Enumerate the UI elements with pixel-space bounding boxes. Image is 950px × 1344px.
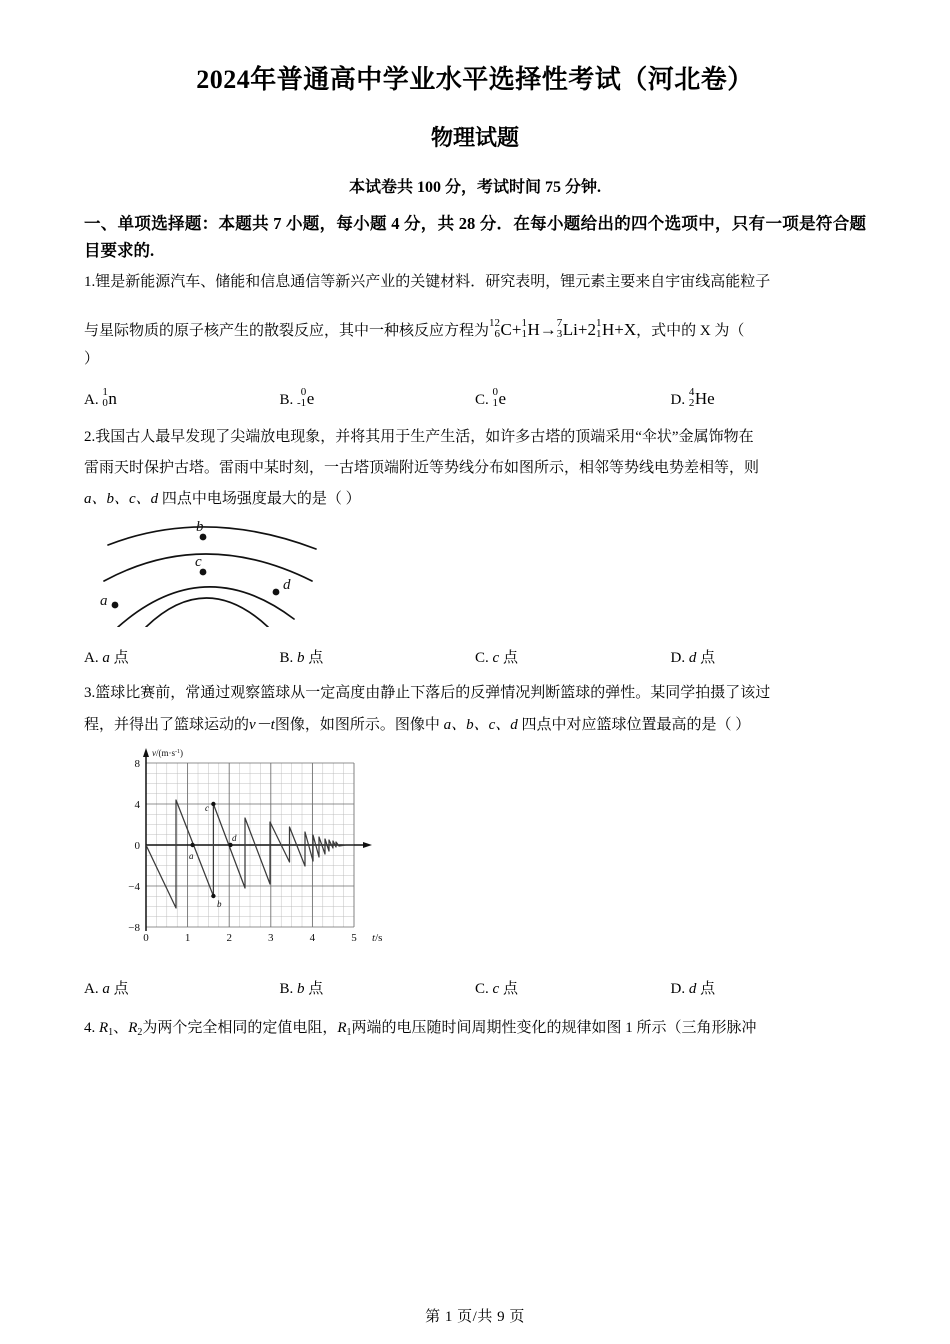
y-tick-labels bbox=[128, 758, 140, 934]
equipotential-lines-figure bbox=[84, 511, 866, 632]
equation-plus-2: + bbox=[577, 319, 588, 339]
equation-plus-1: + bbox=[511, 319, 522, 339]
svg-text:0: 0 bbox=[143, 932, 149, 945]
basketball-velocity-time-graph bbox=[84, 737, 866, 965]
svg-text:5: 5 bbox=[351, 932, 357, 945]
x-tick-labels bbox=[143, 932, 357, 944]
point-d-marker bbox=[273, 589, 280, 596]
chart-point-b bbox=[211, 894, 215, 898]
question-2-options bbox=[84, 632, 866, 667]
resistor-r2-symbol: R bbox=[128, 1020, 138, 1037]
question-4-text-tail: 两端的电压随时间周期性变化的规律如图 1 所示（三角形脉冲 bbox=[351, 1020, 757, 1037]
chart-point-c bbox=[211, 802, 215, 806]
point-b-label: b bbox=[196, 519, 204, 536]
unknown-particle-symbol: X bbox=[623, 319, 637, 339]
chart-point-d bbox=[228, 843, 232, 847]
chart-label-d: d bbox=[232, 833, 237, 844]
option-c-indices: 0 1 bbox=[492, 386, 499, 410]
nuclear-reaction-equation bbox=[489, 317, 637, 341]
question-2-line-3-tail: 四点中电场强度最大的是（ ） bbox=[158, 491, 361, 508]
velocity-time-chart-svg bbox=[104, 745, 394, 960]
svg-text:2: 2 bbox=[226, 932, 232, 945]
question-2-line-2: 雷雨天时保护古塔。雷雨中某时刻，一古塔顶端附近等势线分布如图所示，相邻等势线电势差相等，则 bbox=[84, 460, 760, 477]
question-3-options bbox=[84, 965, 866, 998]
question-1-options bbox=[84, 371, 866, 409]
svg-text:−4: −4 bbox=[128, 881, 140, 894]
question-2-point-list: a、b、c、d bbox=[84, 491, 159, 508]
question-3-text-mid: 图像，如图所示。图像中 bbox=[274, 717, 444, 734]
question-3-option-d[interactable]: D. d 点 bbox=[670, 981, 716, 998]
question-3-point-list: a、b、c、d bbox=[443, 717, 518, 734]
question-3-text-post: 四点中对应篮球位置最高的是（ ） bbox=[517, 717, 751, 734]
svg-text:−8: −8 bbox=[128, 922, 140, 935]
question-2-option-c[interactable]: C. c 点 bbox=[475, 650, 518, 667]
equipotential-arc-1 bbox=[146, 598, 268, 627]
point-d-label: d bbox=[283, 577, 291, 594]
question-3 bbox=[84, 667, 866, 998]
question-3-line-1: 3.篮球比赛前，常通过观察篮球从一定高度由静止下落后的反弹情况判断篮球的弹性。某同学拍摄了该过 bbox=[84, 685, 771, 702]
question-2-option-d[interactable]: D. d 点 bbox=[670, 650, 716, 667]
question-4-line-1: 4. $R_1$、$R_2$为两个完全相同的定值电阻，$R_1$两端的电压随时间周期性变化的规律如图 1 所示（三角形脉冲 bbox=[84, 1020, 757, 1039]
equipotential-arc-3 bbox=[104, 554, 312, 581]
svg-text:8: 8 bbox=[134, 758, 140, 771]
hydrogen-symbol-2: H bbox=[601, 319, 615, 339]
question-2-option-b[interactable]: B. b 点 bbox=[279, 650, 324, 667]
equation-coefficient: 2 bbox=[587, 319, 596, 339]
x-axis-arrow bbox=[363, 842, 372, 848]
question-1-number: 1. bbox=[84, 273, 96, 290]
svg-text:0: 0 bbox=[134, 840, 140, 853]
question-1-text-1: 锂是新能源汽车、储能和信息通信等新兴产业的关键材料．研究表明，锂元素主要来自宇宙线高能粒子 bbox=[95, 273, 771, 290]
question-3-option-a[interactable]: A. a 点 bbox=[84, 981, 129, 998]
lithium-7-indices: 7 3 bbox=[556, 317, 563, 341]
hydrogen-2-indices: 1 1 bbox=[595, 317, 602, 341]
question-2-line-1: 2.我国古人最早发现了尖端放电现象，并将其用于生产生活，如许多古塔的顶端采用“伞状”金属饰物在 bbox=[84, 429, 754, 446]
exam-note: 本试卷共 100 分，考试时间 75 分钟. bbox=[348, 178, 601, 196]
x-axis-label: t/s bbox=[372, 932, 383, 945]
option-b-symbol: e bbox=[306, 388, 315, 408]
equipotential-arc-4 bbox=[108, 527, 316, 549]
vt-notation: v－t bbox=[249, 717, 275, 734]
svg-text:1: 1 bbox=[184, 932, 191, 945]
equation-arrow: → bbox=[539, 319, 557, 339]
question-1-text-2: 与星际物质的原子核产生的散裂反应，其中一种核反应方程为 bbox=[84, 322, 490, 339]
question-3-line-2 bbox=[84, 705, 866, 737]
question-2-line-3 bbox=[84, 480, 866, 511]
y-axis-arrow bbox=[143, 748, 149, 757]
question-1-option-a[interactable]: A. 1 0 n bbox=[84, 386, 117, 410]
option-b-indices: 0 -1 bbox=[297, 386, 307, 410]
point-a-label: a bbox=[100, 593, 108, 610]
equipotential-diagram-svg bbox=[98, 519, 338, 627]
question-1-option-b[interactable]: B. 0 -1 e bbox=[279, 386, 315, 410]
svg-text:4: 4 bbox=[134, 799, 140, 812]
question-1-line-1 bbox=[84, 265, 866, 294]
chart-label-c: c bbox=[205, 803, 209, 814]
question-4-number: 4. bbox=[84, 1020, 96, 1037]
question-3-text-pre: 程，并得出了篮球运动的 bbox=[84, 717, 250, 734]
section-heading: 一、单项选择题：本题共 7 小题，每小题 4 分，共 28 分．在每小题给出的四个选项中，只有一项是符合题目要求的. bbox=[84, 214, 866, 261]
carbon-12-indices: 12 6 bbox=[489, 317, 501, 341]
option-a-indices: 1 0 bbox=[102, 386, 108, 410]
hydrogen-symbol-1: H bbox=[527, 319, 540, 339]
chart-point-a bbox=[190, 843, 194, 847]
carbon-symbol: C bbox=[500, 319, 512, 339]
option-a-symbol: n bbox=[108, 388, 117, 408]
question-1-text-3: ，式中的 X 为（ bbox=[636, 322, 745, 339]
question-1-line-2 bbox=[84, 294, 866, 343]
question-1-option-d[interactable]: D. 4 2 He bbox=[670, 386, 715, 410]
resistor-r1-symbol-2: R bbox=[337, 1020, 347, 1037]
option-d-symbol: He bbox=[694, 388, 715, 408]
page-title: 2024年普通高中学业水平选择性考试（河北卷） bbox=[196, 65, 754, 94]
option-c-symbol: e bbox=[498, 388, 507, 408]
point-c-label: c bbox=[195, 554, 202, 571]
question-1-line-3: ） bbox=[84, 351, 100, 367]
question-1-option-c[interactable]: C. 0 1 e bbox=[475, 386, 507, 410]
equation-plus-3: + bbox=[614, 319, 624, 339]
question-2 bbox=[84, 409, 866, 667]
question-1 bbox=[84, 265, 866, 410]
question-3-option-b[interactable]: B. b 点 bbox=[279, 981, 324, 998]
option-d-indices: 4 2 bbox=[688, 386, 695, 410]
question-2-option-a[interactable]: A. a 点 bbox=[84, 650, 129, 667]
chart-label-b: b bbox=[217, 899, 222, 910]
lithium-symbol: Li bbox=[562, 319, 578, 339]
svg-text:4: 4 bbox=[309, 932, 316, 945]
equipotential-arc-2 bbox=[118, 587, 294, 627]
question-4 bbox=[84, 998, 866, 1041]
svg-text:3: 3 bbox=[268, 932, 274, 945]
page-subtitle: 物理试题 bbox=[430, 125, 519, 151]
question-3-option-c[interactable]: C. c 点 bbox=[475, 981, 518, 998]
page-footer: 第 1 页/共 9 页 bbox=[425, 1309, 525, 1325]
chart-label-a: a bbox=[189, 851, 194, 862]
hydrogen-1-indices: 1 1 bbox=[521, 317, 527, 341]
resistor-r1-symbol: R bbox=[99, 1020, 109, 1037]
point-a-marker bbox=[112, 602, 119, 609]
y-axis-label: $v/(m\cdot s^{-1})$ bbox=[152, 748, 183, 759]
question-4-text-mid: 为两个完全相同的定值电阻， bbox=[142, 1020, 338, 1037]
